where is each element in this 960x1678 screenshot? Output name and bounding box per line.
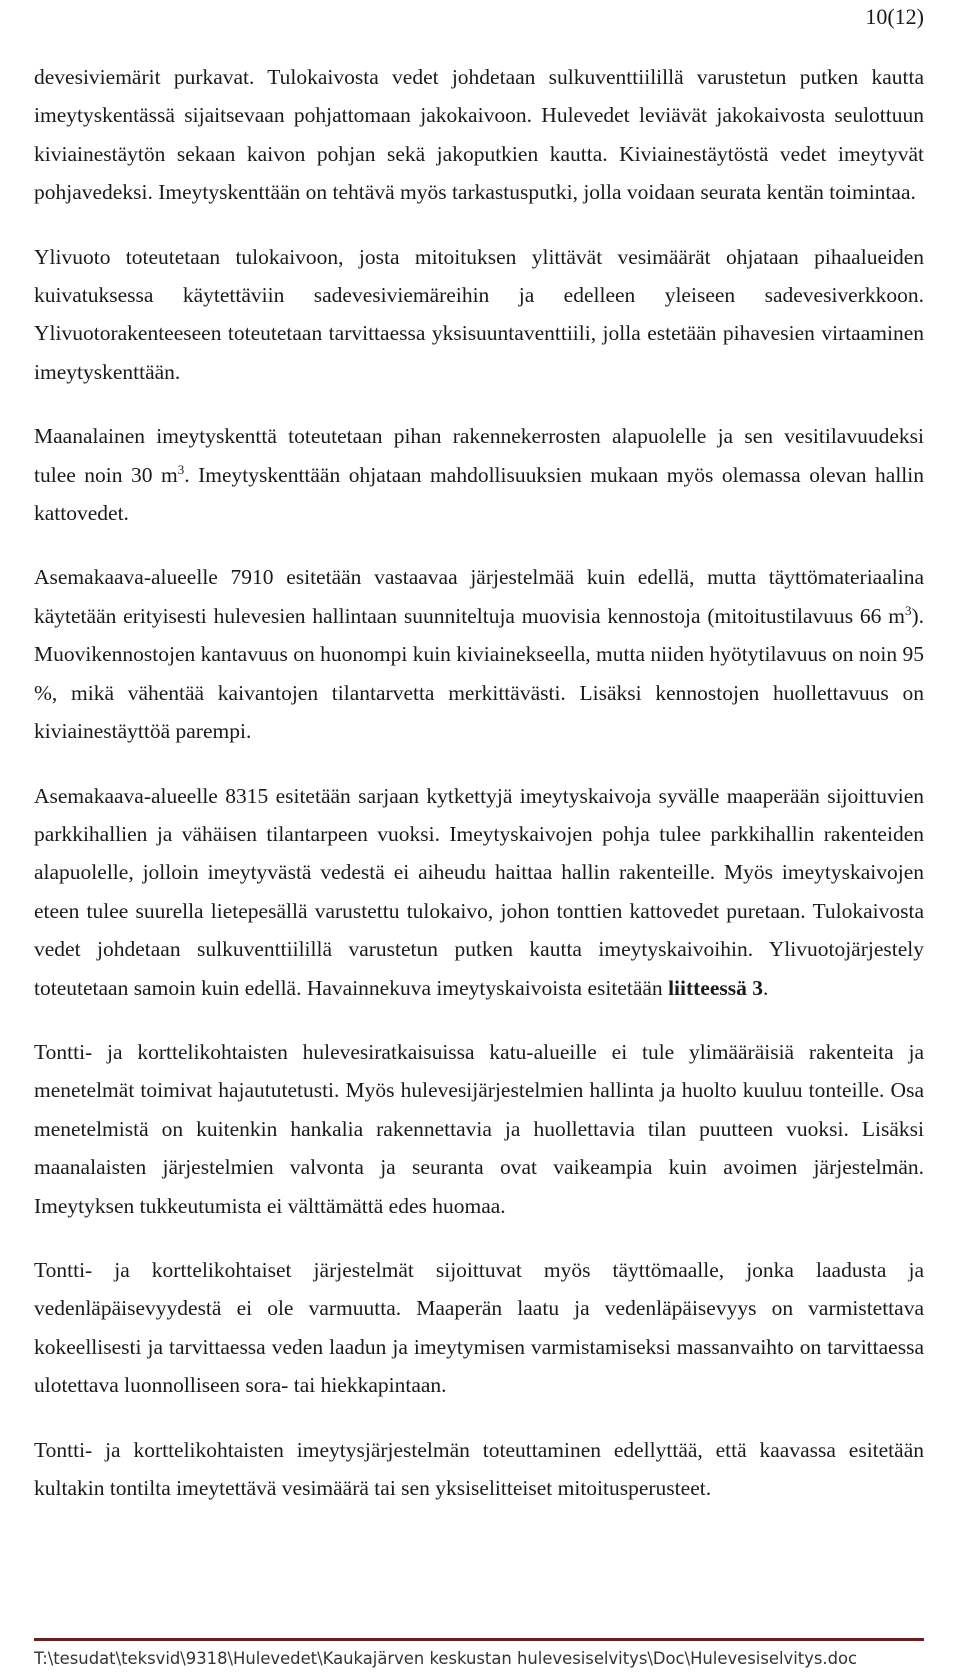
paragraph-5-text-end: .: [763, 975, 769, 1000]
paragraph-7: Tontti- ja korttelikohtaiset järjestelmät sijoittuvat myös täyttömaalle, jonka laadusta ja vedenläpäisevyydestä ei ole varmuutta. Maaperän laatu ja vedenläpäisevyys on varmistettava kokeellisesti ja tarvittaessa veden laadun ja imeytymisen varmistamiseksi massanvaihto on tarvittaessa ulotettava luonnolliseen sora- tai hiekkapintaan.: [34, 1257, 924, 1398]
document-body: [34, 58, 924, 1533]
superscript-cubic: 3: [177, 461, 185, 477]
paragraph-1: devesiviemärit purkavat. Tulokaivosta vedet johdetaan sulkuventtiilillä varustetun putken kautta imeytyskentässä sijaitsevaan pohjattomaan jakokaivoon. Hulevedet leviävät jakokaivosta seulottuun kiviainestäytön sekaan kaivon pohjan sekä jakoputkien kautta. Kiviainestäytöstä vedet imeytyvät pohjavedeksi. Imeytyskenttään on tehtävä myös tarkastusputki, jolla voidaan seurata kentän toimintaa.: [34, 65, 924, 205]
footer-divider: [34, 1638, 924, 1641]
superscript-cubic: 3: [904, 602, 912, 618]
paragraph-5-text: Asemakaava-alueelle 8315 esitetään sarjaan kytkettyjä imeytyskaivoja syvälle maaperään sijoittuvien parkkihallien ja vähäisen tilantarpeen vuoksi. Imeytyskaivojen pohja tulee parkkihallin rakenteiden alapuolelle, jolloin imeytyvästä vedestä ei aiheudu haittaa hallin rakenteille. Myös imeytyskaivojen eteen tulee suurella lietepesällä varustettu tulokaivo, johon tonttien kattovedet puretaan. Tulokaivosta vedet johdetaan sulkuventtiilillä varustetun putken kautta imeytyskaivoihin. Ylivuotojärjestely toteutetaan samoin kuin edellä. Havainnekuva imeytyskaivoista esitetään: [34, 783, 924, 1000]
paragraph-3: [34, 417, 924, 532]
paragraph-6: Tontti- ja korttelikohtaisten hulevesiratkaisuissa katu-alueille ei tule ylimääräisiä rakenteita ja menetelmät toimivat hajaututetusti. Myös hulevesijärjestelmien hallinta ja huolto kuuluu tonteille. Osa menetelmistä on kuitenkin hankalia rakennettavia ja huollettavia tilan puutteen vuoksi. Lisäksi maanalaisten järjestelmien valvonta ja seuranta ovat vaikeampia kuin avoimen järjestelmän. Imeytyksen tukkeutumista ei välttämättä edes huomaa.: [34, 1039, 924, 1218]
footer-file-path: T:\tesudat\teksvid\9318\Hulevedet\Kaukajärven keskustan hulevesiselvitys\Doc\Hulevesiselvitys.doc: [34, 1649, 858, 1668]
paragraph-4-text-end: ). Muovikennostojen kantavuus on huonompi kuin kiviainekseella, mutta niiden hyötytilavuus on noin 95 %, mikä vähentää kaivantojen tilantarvetta merkittävästi. Lisäksi kennostojen huollettavuus on kiviainestäyttöä parempi.: [34, 603, 924, 744]
paragraph-3-text-end: . Imeytyskenttään ohjataan mahdollisuuksien mukaan myös olemassa olevan hallin kattovedet.: [34, 462, 924, 526]
paragraph-5: [34, 777, 924, 1007]
paragraph-3-text: Maanalainen imeytyskenttä toteutetaan pihan rakennekerrosten alapuolelle ja sen vesitilavuudeksi tulee noin 30 m: [34, 424, 924, 487]
page-number: 10(12): [865, 4, 924, 29]
paragraph-2: Ylivuoto toteutetaan tulokaivoon, josta mitoituksen ylittävät vesimäärät ohjataan pihaalueiden kuivatuksessa käytettäviin sadevesiviemäreihin ja edelleen yleiseen sadevesiverkkoon. Ylivuotorakenteeseen toteutetaan tarvittaessa yksisuuntaventtiili, jolla estetään pihavesien virtaaminen imeytyskenttään.: [34, 244, 924, 384]
paragraph-4-text: Asemakaava-alueelle 7910 esitetään vastaavaa järjestelmää kuin edellä, mutta täyttömateriaalina käytetään erityisesti hulevesien hallintaan suunniteltuja muovisia kennostoja (mitoitustilavuus 66 m: [34, 565, 924, 628]
paragraph-8: Tontti- ja korttelikohtaisten imeytysjärjestelmän toteuttaminen edellyttää, että kaavassa esitetään kultakin tontilta imeytettävä vesimäärä tai sen yksiselitteiset mitoitusperusteet.: [34, 1437, 924, 1500]
paragraph-4: [34, 558, 924, 750]
appendix-reference: liitteessä 3: [668, 975, 763, 1000]
